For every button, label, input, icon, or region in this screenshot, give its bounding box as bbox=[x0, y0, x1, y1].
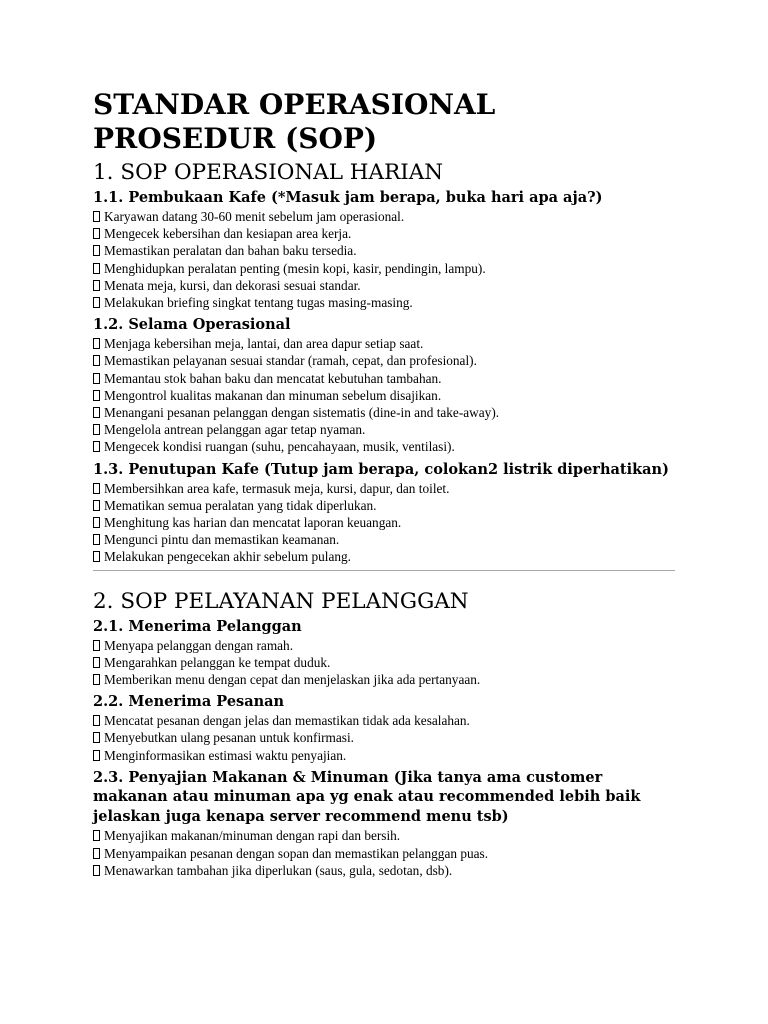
checklist-item bbox=[93, 370, 675, 387]
checklist-item-text: Menata meja, kursi, dan dekorasi sesuai standar. bbox=[104, 277, 361, 293]
checklist-item-text: Menjaga kebersihan meja, lantai, dan area dapur setiap saat. bbox=[104, 336, 424, 352]
checkbox-glyph-icon bbox=[93, 211, 100, 222]
checklist bbox=[93, 712, 675, 764]
checklist-item-text: Menghidupkan peralatan penting (mesin kopi, kasir, pendingin, lampu). bbox=[104, 260, 486, 276]
document-title: STANDAR OPERASIONAL PROSEDUR (SOP) bbox=[93, 88, 496, 155]
checkbox-glyph-icon bbox=[93, 441, 100, 452]
checklist-item-text: Memantau stok bahan baku dan mencatat kebutuhan tambahan. bbox=[104, 370, 442, 386]
checkbox-glyph-icon bbox=[93, 263, 100, 274]
checklist-item bbox=[93, 387, 675, 404]
subsection-heading: 2.2. Menerima Pesanan bbox=[93, 693, 285, 711]
checklist bbox=[93, 637, 675, 689]
checklist-item bbox=[93, 294, 675, 311]
checklist-item bbox=[93, 497, 675, 514]
checklist-item bbox=[93, 862, 675, 879]
checkbox-glyph-icon bbox=[93, 848, 100, 859]
checklist-item bbox=[93, 242, 675, 259]
section-heading: 1. SOP OPERASIONAL HARIAN bbox=[93, 160, 444, 185]
checkbox-glyph-icon bbox=[93, 657, 100, 668]
checklist bbox=[93, 480, 675, 566]
subsection-heading: 2.1. Menerima Pelanggan bbox=[93, 617, 302, 635]
checklist-item-text: Menginformasikan estimasi waktu penyajian. bbox=[104, 747, 347, 763]
checklist-item bbox=[93, 827, 675, 844]
checkbox-glyph-icon bbox=[93, 355, 100, 366]
checklist-item bbox=[93, 729, 675, 746]
checklist-item-text: Menyajikan makanan/minuman dengan rapi dan bersih. bbox=[104, 828, 401, 844]
checkbox-glyph-icon bbox=[93, 280, 100, 291]
checkbox-glyph-icon bbox=[93, 674, 100, 685]
checklist-item-text: Menangani pesanan pelanggan dengan sistematis (dine-in and take-away). bbox=[104, 405, 500, 421]
checklist-item-text: Menyebutkan ulang pesanan untuk konfirmasi. bbox=[104, 730, 354, 746]
checklist-item-text: Memastikan peralatan dan bahan baku tersedia. bbox=[104, 243, 357, 259]
checklist bbox=[93, 208, 675, 311]
checklist-item bbox=[93, 404, 675, 421]
section-operasional-harian bbox=[93, 160, 675, 566]
checklist-item bbox=[93, 548, 675, 565]
checkbox-glyph-icon bbox=[93, 297, 100, 308]
section-heading: 2. SOP PELAYANAN PELANGGAN bbox=[93, 588, 469, 614]
checkbox-glyph-icon bbox=[93, 228, 100, 239]
checklist-item bbox=[93, 352, 675, 369]
checkbox-glyph-icon bbox=[93, 551, 100, 562]
checklist-item bbox=[93, 260, 675, 277]
checkbox-glyph-icon bbox=[93, 517, 100, 528]
checklist-item-text: Menghitung kas harian dan mencatat laporan keuangan. bbox=[104, 515, 402, 531]
checkbox-glyph-icon bbox=[93, 534, 100, 545]
section-divider bbox=[93, 570, 675, 571]
checkbox-glyph-icon bbox=[93, 640, 100, 651]
checklist-item bbox=[93, 845, 675, 862]
checkbox-glyph-icon bbox=[93, 715, 100, 726]
checklist-item bbox=[93, 514, 675, 531]
checklist-item-text: Melakukan pengecekan akhir sebelum pulang. bbox=[104, 549, 352, 565]
checklist-item-text: Memastikan pelayanan sesuai standar (ramah, cepat, dan profesional). bbox=[104, 353, 477, 369]
document-page bbox=[93, 88, 675, 883]
checklist-item bbox=[93, 531, 675, 548]
checklist-item bbox=[93, 277, 675, 294]
section-pelayanan-pelanggan bbox=[93, 589, 675, 879]
checkbox-glyph-icon bbox=[93, 830, 100, 841]
checklist-item-text: Menyapa pelanggan dengan ramah. bbox=[104, 637, 294, 653]
checklist-item-text: Mematikan semua peralatan yang tidak diperlukan. bbox=[104, 497, 377, 513]
checkbox-glyph-icon bbox=[93, 483, 100, 494]
checkbox-glyph-icon bbox=[93, 500, 100, 511]
checklist-item bbox=[93, 637, 675, 654]
checklist-item bbox=[93, 208, 675, 225]
checklist-item bbox=[93, 671, 675, 688]
checkbox-glyph-icon bbox=[93, 865, 100, 876]
checkbox-glyph-icon bbox=[93, 750, 100, 761]
subsection-heading: 2.3. Penyajian Makanan & Minuman (Jika tanya ama customer makanan atau minuman apa yg enak atau recommended lebih baik jelaskan juga kenapa server recommend menu tsb) bbox=[93, 768, 641, 825]
checklist-item-text: Mengontrol kualitas makanan dan minuman sebelum disajikan. bbox=[104, 387, 442, 403]
checklist-item-text: Memberikan menu dengan cepat dan menjelaskan jika ada pertanyaan. bbox=[104, 672, 481, 688]
checklist-item-text: Mengelola antrean pelanggan agar tetap nyaman. bbox=[104, 422, 366, 438]
checklist-item bbox=[93, 654, 675, 671]
checklist-item bbox=[93, 712, 675, 729]
checkbox-glyph-icon bbox=[93, 245, 100, 256]
checkbox-glyph-icon bbox=[93, 424, 100, 435]
checklist-item bbox=[93, 747, 675, 764]
subsection-heading: 1.3. Penutupan Kafe (Tutup jam berapa, colokan2 listrik diperhatikan) bbox=[93, 460, 669, 478]
checklist-item-text: Mengecek kebersihan dan kesiapan area kerja. bbox=[104, 226, 352, 242]
checkbox-glyph-icon bbox=[93, 373, 100, 384]
subsection-heading: 1.1. Pembukaan Kafe (*Masuk jam berapa, buka hari apa aja?) bbox=[93, 189, 603, 206]
checkbox-glyph-icon bbox=[93, 732, 100, 743]
checklist-item-text: Menawarkan tambahan jika diperlukan (saus, gula, sedotan, dsb). bbox=[104, 862, 453, 878]
checkbox-glyph-icon bbox=[93, 338, 100, 349]
checklist-item-text: Mengarahkan pelanggan ke tempat duduk. bbox=[104, 654, 331, 670]
checklist-item-text: Membersihkan area kafe, termasuk meja, kursi, dapur, dan toilet. bbox=[104, 480, 450, 496]
checklist bbox=[93, 335, 675, 455]
checklist-item bbox=[93, 335, 675, 352]
checkbox-glyph-icon bbox=[93, 390, 100, 401]
checklist-item bbox=[93, 421, 675, 438]
checklist-item bbox=[93, 225, 675, 242]
checklist-item bbox=[93, 480, 675, 497]
checklist-item-text: Menyampaikan pesanan dengan sopan dan memastikan pelanggan puas. bbox=[104, 845, 489, 861]
checklist-item-text: Mencatat pesanan dengan jelas dan memastikan tidak ada kesalahan. bbox=[104, 713, 470, 729]
checklist-item bbox=[93, 438, 675, 455]
checklist-item-text: Melakukan briefing singkat tentang tugas masing-masing. bbox=[104, 295, 413, 311]
checklist bbox=[93, 827, 675, 879]
checklist-item-text: Mengunci pintu dan memastikan keamanan. bbox=[104, 532, 340, 548]
subsection-heading: 1.2. Selama Operasional bbox=[93, 316, 291, 334]
checklist-item-text: Mengecek kondisi ruangan (suhu, pencahayaan, musik, ventilasi). bbox=[104, 439, 455, 455]
checklist-item-text: Karyawan datang 30-60 menit sebelum jam operasional. bbox=[104, 209, 405, 224]
checkbox-glyph-icon bbox=[93, 407, 100, 418]
